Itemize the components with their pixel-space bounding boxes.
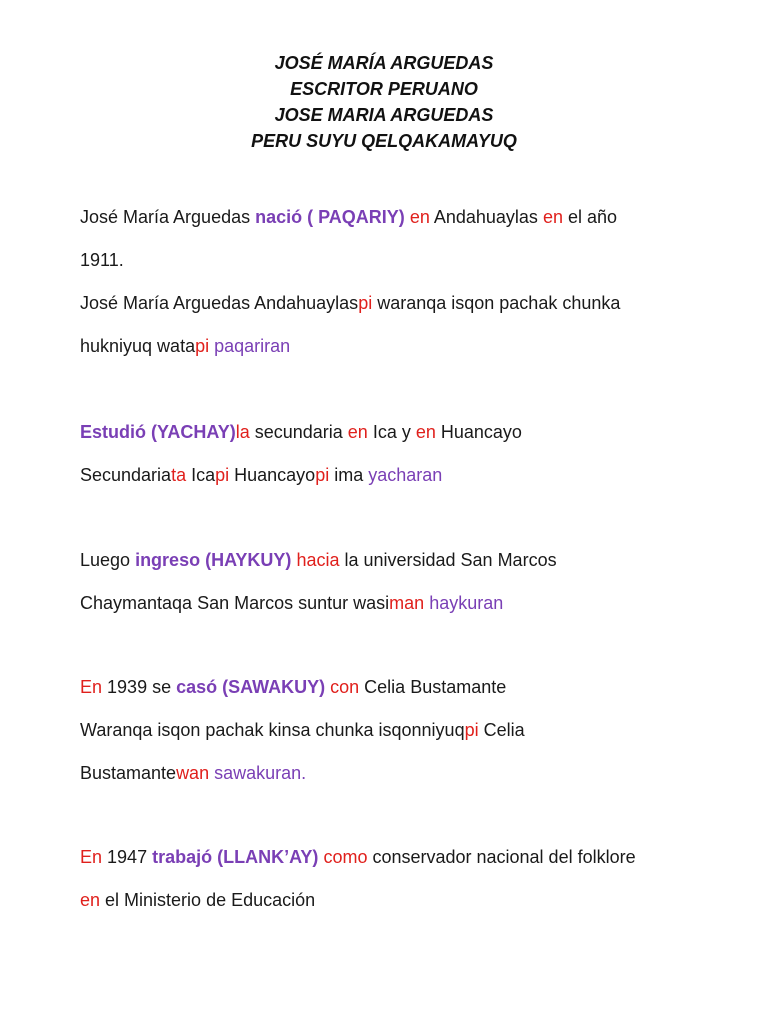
preposition-highlight: en bbox=[80, 890, 101, 910]
text-fragment: Ica bbox=[186, 465, 216, 485]
text-fragment: Waranqa isqon pachak kinsa chunka isqonniyuq bbox=[80, 720, 465, 740]
preposition-highlight: con bbox=[330, 677, 360, 697]
text-fragment: 1947 bbox=[102, 847, 153, 867]
verb-highlight: casó (SAWAKUY) bbox=[176, 677, 326, 697]
text-fragment: Celia bbox=[478, 720, 525, 740]
preposition-highlight: en bbox=[409, 207, 430, 227]
suffix-highlight: ta bbox=[171, 465, 187, 485]
spanish-sentence-work bbox=[80, 836, 740, 879]
text-fragment: ima bbox=[329, 465, 369, 485]
suffix-highlight: pi bbox=[195, 336, 210, 356]
title-line-2: ESCRITOR PERUANO bbox=[290, 79, 478, 99]
spanish-sentence-birth bbox=[80, 196, 740, 239]
verb-highlight: sawakuran. bbox=[214, 763, 307, 783]
text-fragment: secundaria bbox=[249, 422, 348, 442]
verb-highlight: paqariran bbox=[214, 336, 291, 356]
quechua-sentence-marriage-end bbox=[80, 752, 740, 795]
text-fragment: la universidad San Marcos bbox=[339, 550, 557, 570]
preposition-highlight: en bbox=[542, 207, 563, 227]
verb-highlight: yacharan bbox=[368, 465, 443, 485]
text-fragment: Huancayo bbox=[229, 465, 316, 485]
quechua-sentence-birth bbox=[80, 282, 740, 325]
spanish-sentence-university bbox=[80, 539, 740, 582]
suffix-highlight: pi bbox=[215, 465, 230, 485]
preposition-highlight: En bbox=[80, 677, 103, 697]
text-fragment: el Ministerio de Educación bbox=[100, 890, 316, 910]
paragraph-birth bbox=[80, 196, 740, 368]
text-fragment: 1939 se bbox=[102, 677, 177, 697]
verb-highlight: haykuran bbox=[429, 593, 504, 613]
text-fragment: Andahuaylas bbox=[429, 207, 543, 227]
suffix-highlight: pi bbox=[358, 293, 373, 313]
document-title bbox=[0, 50, 768, 154]
suffix-highlight: pi bbox=[464, 720, 479, 740]
text-fragment: Ica y bbox=[367, 422, 416, 442]
preposition-highlight: hacia bbox=[296, 550, 340, 570]
text-fragment: José María Arguedas bbox=[80, 207, 256, 227]
spanish-sentence-study bbox=[80, 411, 740, 454]
text-fragment: Celia Bustamante bbox=[359, 677, 507, 697]
suffix-highlight: man bbox=[389, 593, 425, 613]
paragraph-university bbox=[80, 539, 740, 625]
paragraph-study bbox=[80, 411, 740, 497]
preposition-highlight: En bbox=[80, 847, 103, 867]
text-fragment: hukniyuq wata bbox=[80, 336, 196, 356]
spanish-sentence-work-end bbox=[80, 879, 740, 922]
text-fragment: Secundaria bbox=[80, 465, 172, 485]
quechua-sentence-marriage bbox=[80, 709, 740, 752]
text-fragment: Chaymantaqa San Marcos suntur wasi bbox=[80, 593, 390, 613]
text-fragment: conservador nacional del folklore bbox=[367, 847, 636, 867]
spanish-sentence-birth-year: 1911. bbox=[80, 250, 124, 270]
verb-highlight: nació ( PAQARIY) bbox=[255, 207, 405, 227]
verb-highlight: trabajó (LLANK’AY) bbox=[152, 847, 319, 867]
suffix-highlight: pi bbox=[315, 465, 330, 485]
quechua-sentence-birth-end bbox=[80, 325, 740, 368]
preposition-highlight: en bbox=[415, 422, 436, 442]
article-highlight: la bbox=[235, 422, 250, 442]
text-fragment: waranqa isqon pachak chunka bbox=[372, 293, 621, 313]
spanish-sentence-marriage bbox=[80, 666, 740, 709]
text-fragment: Bustamante bbox=[80, 763, 177, 783]
text-fragment: el año bbox=[562, 207, 618, 227]
quechua-sentence-university bbox=[80, 582, 740, 625]
text-fragment: Luego bbox=[80, 550, 136, 570]
text-fragment: Huancayo bbox=[435, 422, 522, 442]
paragraph-marriage bbox=[80, 666, 740, 795]
quechua-sentence-study bbox=[80, 454, 740, 497]
verb-highlight: Estudió (YACHAY) bbox=[80, 422, 236, 442]
title-line-3: JOSE MARIA ARGUEDAS bbox=[274, 105, 494, 125]
verb-highlight: ingreso (HAYKUY) bbox=[135, 550, 292, 570]
paragraph-work bbox=[80, 836, 740, 922]
title-line-1: JOSÉ MARÍA ARGUEDAS bbox=[274, 53, 494, 73]
text-fragment: José María Arguedas Andahuaylas bbox=[80, 293, 359, 313]
preposition-highlight: como bbox=[323, 847, 368, 867]
title-line-4: PERU SUYU QELQAKAMAYUQ bbox=[251, 131, 517, 151]
preposition-highlight: en bbox=[347, 422, 368, 442]
suffix-highlight: wan bbox=[176, 763, 210, 783]
